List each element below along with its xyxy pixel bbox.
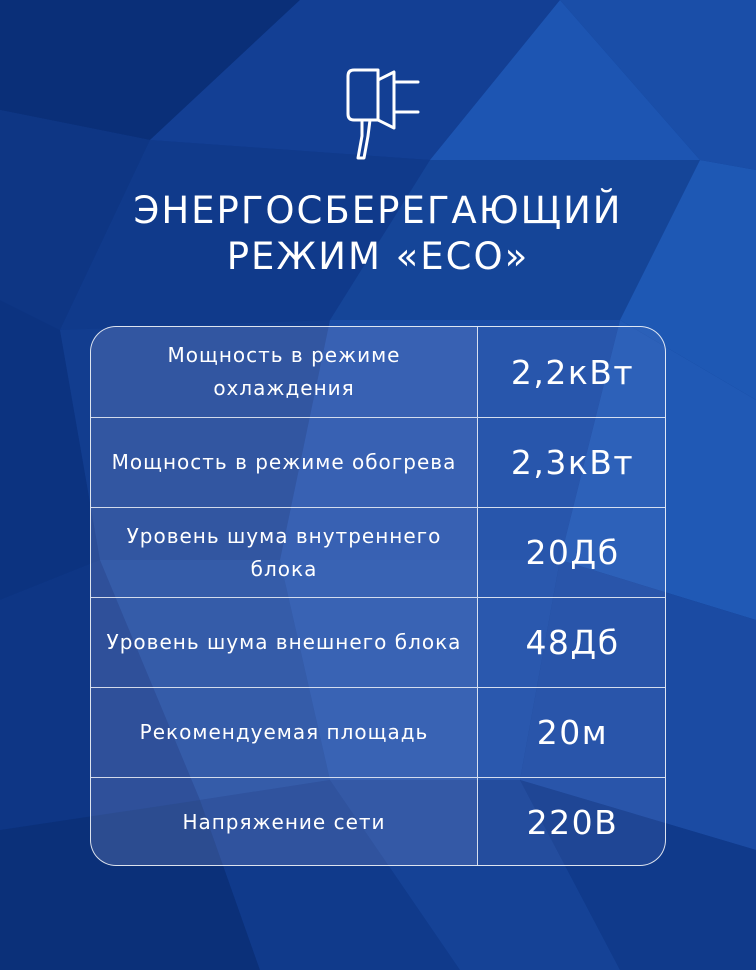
table-row <box>91 417 666 507</box>
spec-value: 2,3кВт <box>510 443 635 482</box>
spec-label: Уровень шума внешнего блока <box>91 598 478 687</box>
table-row <box>91 597 666 687</box>
spec-label: Мощность в режиме обогрева <box>91 418 478 507</box>
spec-label: Уровень шума внутреннего блока <box>91 508 478 597</box>
spec-label: Напряжение сети <box>91 778 478 866</box>
spec-value: 48Дб <box>525 623 620 662</box>
spec-value: 220В <box>526 803 619 842</box>
table-row <box>91 507 666 597</box>
specs-table <box>90 326 666 866</box>
table-row <box>91 687 666 777</box>
table-row <box>91 777 666 866</box>
spec-value: 2,2кВт <box>510 352 635 392</box>
spec-value: 20м <box>536 713 609 752</box>
spec-label: Мощность в режиме охлаждения <box>91 327 478 417</box>
title-line-2: РЕЖИМ «ECO» <box>226 235 530 278</box>
page-title <box>0 188 756 280</box>
power-plug-icon <box>338 68 422 164</box>
title-line-1: ЭНЕРГОСБЕРЕГАЮЩИЙ <box>133 189 623 232</box>
table-row <box>91 327 666 417</box>
spec-value: 20Дб <box>525 533 620 572</box>
spec-label: Рекомендуемая площадь <box>91 688 478 777</box>
